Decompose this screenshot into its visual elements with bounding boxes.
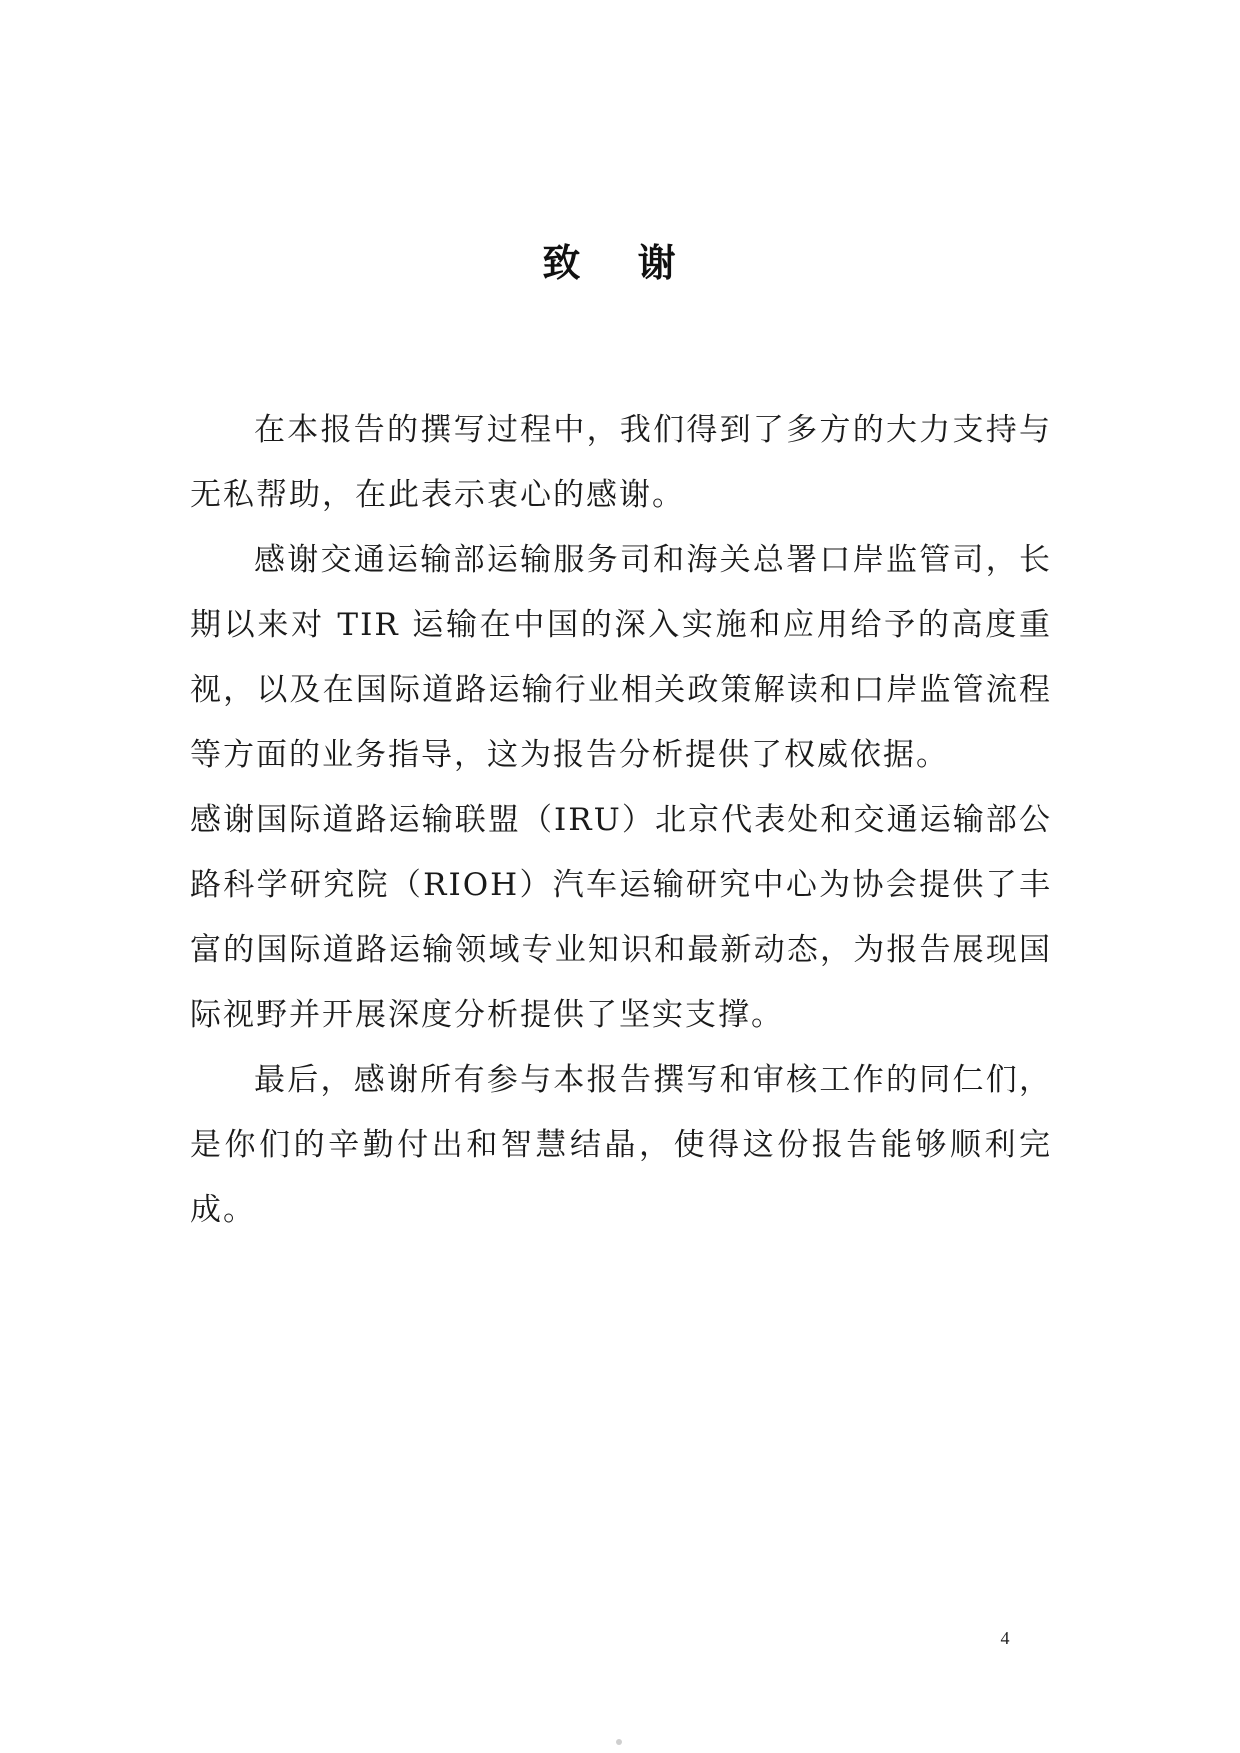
paragraph-intro: 在本报告的撰写过程中，我们得到了多方的大力支持与无私帮助，在此表示衷心的感谢。	[190, 412, 1052, 513]
acknowledgement-body	[190, 398, 1052, 1243]
paragraph-iru-thanks: 感谢国际道路运输联盟（IRU）北京代表处和交通运输部公路科学研究院（RIOH）汽车运输研究中心为协会提供了丰富的国际道路运输领域专业知识和最新动态，为报告展现国际视野并开展深度分析提供了坚实支撑。	[190, 802, 1052, 1033]
page-number: 4	[1000, 1628, 1010, 1648]
paragraph-ministry-thanks: 感谢交通运输部运输服务司和海关总署口岸监管司，长期以来对 TIR 运输在中国的深入实施和应用给予的高度重视，以及在国际道路运输行业相关政策解读和口岸监管流程等方面的业务指导，这为报告分析提供了权威依据。	[190, 542, 1052, 773]
paragraph-closing: 最后，感谢所有参与本报告撰写和审核工作的同仁们，是你们的辛勤付出和智慧结晶，使得这份报告能够顺利完成。	[190, 1062, 1052, 1228]
scan-dot-mark	[616, 1739, 622, 1745]
page-title: 致 谢	[542, 241, 698, 285]
